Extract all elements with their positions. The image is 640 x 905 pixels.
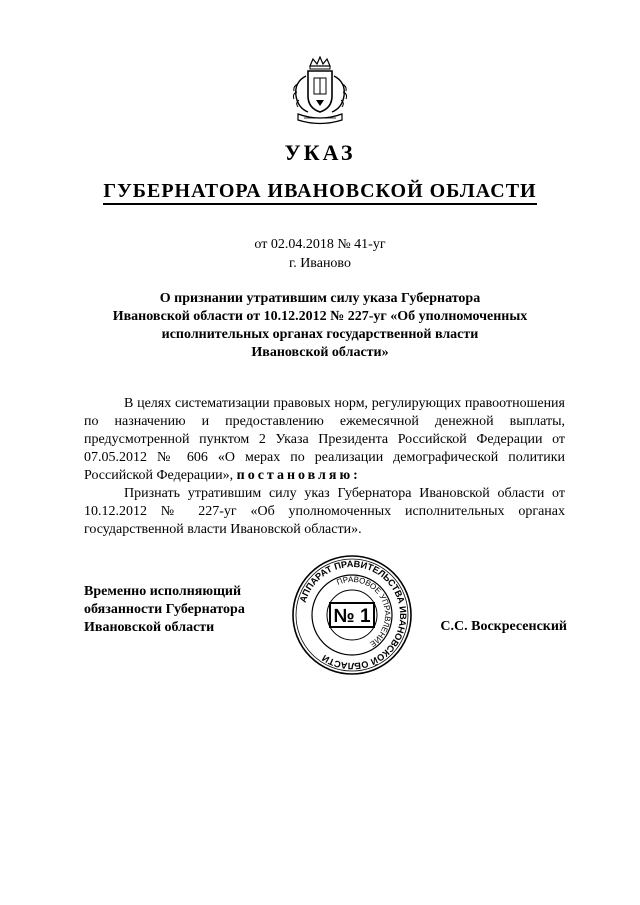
subject-line: Ивановской области» [251, 345, 389, 360]
official-stamp [290, 553, 414, 677]
signatory-position-line: обязанности Губернатора [84, 602, 245, 617]
document-city: г. Иваново [289, 256, 351, 271]
signatory-position-line: Временно исполняющий [84, 584, 242, 599]
document-date-number: от 02.04.2018 № 41-уг [254, 237, 386, 252]
stamp-number: № 1 [333, 606, 371, 627]
stamp-inner-text: ПРАВОВОЕ УПРАВЛЕНИЕ [335, 574, 393, 649]
document-body [84, 395, 565, 539]
stamp-ring-text: АППАРАТ ПРАВИТЕЛЬСТВА ИВАНОВСКОЙ ОБЛАСТИ [297, 558, 409, 672]
issuer-title: ГУБЕРНАТОРА ИВАНОВСКОЙ ОБЛАСТИ [0, 180, 640, 203]
signatory-position-line: Ивановской области [84, 620, 215, 635]
signatory-position [84, 583, 284, 637]
body-paragraph-operative: Признать утратившим силу указ Губернатора Ивановской области от 10.12.2012 № 227-уг «Об уполномоченных исполнительных органах государственной власти Ивановской области». [84, 486, 565, 537]
document-subject [90, 290, 550, 362]
decree-word: постановляю: [236, 468, 361, 483]
subject-line: Ивановской области от 10.12.2012 № 227-уг «Об уполномоченных [112, 309, 528, 324]
body-paragraph-preamble: В целях систематизации правовых норм, регулирующих правоотношения по назначению и предоставлению ежемесячной денежной выплаты, предусмотренной пунктом 2 Указа Президента Российской Федерации от 07.05.2012 № 606 «О мерах по реализации демографической политики Российской Федерации», постановляю: [84, 396, 565, 483]
document-type-title: УКАЗ [284, 140, 356, 165]
signatory-name: С.С. Воскресенский [440, 619, 567, 634]
ivanovo-coat-of-arms-icon [286, 56, 354, 128]
subject-line: исполнительных органах государственной власти [161, 327, 479, 342]
subject-line: О признании утратившим силу указа Губернатора [159, 291, 481, 306]
